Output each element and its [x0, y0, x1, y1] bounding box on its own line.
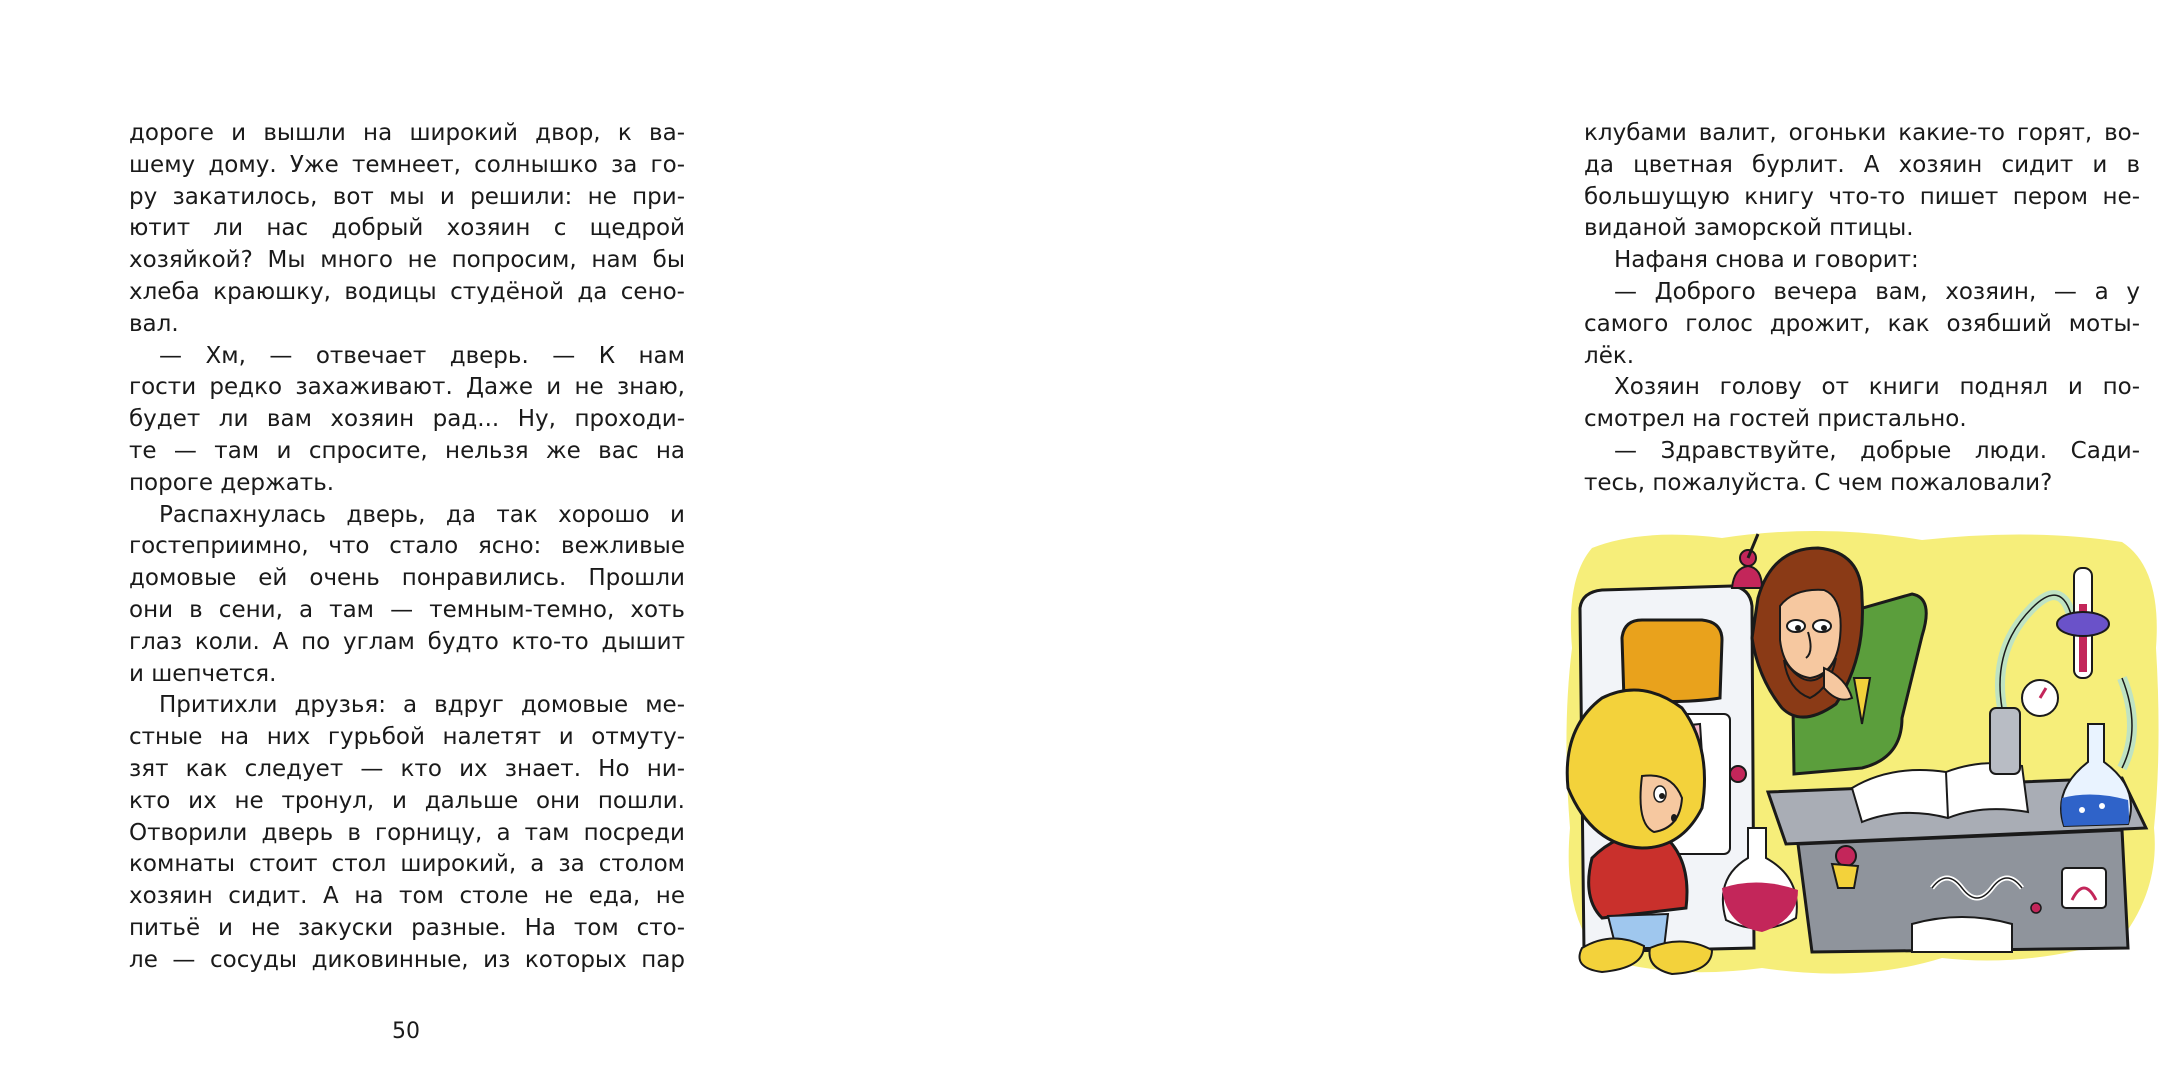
text-line: ру закатилось, вот мы и решили: не при-: [129, 183, 685, 210]
page-number: 50: [392, 1019, 420, 1044]
text-line: хлеба краюшку, водицы студёной да сено-: [129, 278, 685, 305]
text-line: домовые ей очень понравились. Прошли: [129, 565, 685, 592]
left-page-text: [129, 118, 685, 977]
text-line: глаз коли. А по углам будто кто-то дышит: [129, 628, 685, 655]
text-line: — Доброго вечера вам, хозяин, — а у: [1614, 278, 2140, 305]
text-line: — Здравствуйте, добрые люди. Сади-: [1614, 437, 2140, 464]
text-line: Нафаня снова и говорит:: [1614, 247, 1919, 274]
text-line: Отворили дверь в горницу, а там посреди: [129, 819, 685, 846]
text-line: ютит ли нас добрый хозяин с щедрой: [129, 215, 685, 242]
text-line: они в сени, а там — темным-темно, хоть: [129, 596, 685, 623]
text-line: хозяин сидит. А на том столе не еда, не: [129, 883, 685, 910]
text-line: виданой заморской птицы.: [1584, 215, 1914, 242]
text-line: Распахнулась дверь, да так хорошо и: [159, 501, 685, 528]
right-page: [756, 0, 2140, 1075]
text-line: да цветная бурлит. А хозяин сидит и в: [1584, 151, 2140, 178]
text-line: лёк.: [1584, 342, 1635, 369]
text-line: тесь, пожалуйста. С чем пожаловали?: [1584, 469, 2053, 496]
text-line: хозяйкой? Мы много не попросим, нам бы: [129, 247, 685, 274]
text-line: ле — сосуды диковинные, из которых пар: [129, 946, 685, 973]
text-line: будет ли вам хозяин рад... Ну, проходи-: [129, 406, 685, 433]
text-line: и шепчется.: [129, 660, 277, 687]
text-line: те — там и спросите, нельзя же вас на: [129, 437, 685, 464]
text-line: Хозяин голову от книги поднял и по-: [1614, 374, 2140, 401]
text-line: дороге и вышли на широкий двор, к ва-: [129, 120, 685, 146]
text-line: зят как следует — кто их знает. Но ни-: [129, 755, 685, 782]
right-page-text: [1584, 118, 2140, 500]
text-line: гостеприимно, что стало ясно: вежливые: [129, 533, 685, 560]
text-line: комнаты стоит стол широкий, а за столом: [129, 851, 685, 878]
text-line: большущую книгу что-то пишет пером не-: [1584, 183, 2140, 210]
text-line: пороге держать.: [129, 469, 335, 496]
text-line: питьё и не закуски разные. На том сто-: [129, 914, 685, 941]
text-line: самого голос дрожит, как озябший моты-: [1584, 310, 2140, 337]
left-page: [0, 0, 756, 1075]
text-line: — Хм, — отвечает дверь. — К нам: [159, 342, 685, 369]
text-line: вал.: [129, 310, 179, 337]
text-line: смотрел на гостей пристально.: [1584, 406, 1967, 433]
illustration-laboratory: [1562, 528, 2162, 998]
text-line: гости редко захаживают. Даже и не знаю,: [129, 374, 685, 401]
text-line: кто их не тронул, и дальше они пошли.: [129, 787, 685, 814]
text-line: шему дому. Уже темнеет, солнышко за го-: [129, 151, 685, 178]
text-line: Притихли друзья: а вдруг домовые ме-: [159, 692, 685, 719]
text-line: стные на них гурьбой налетят и отмуту-: [129, 724, 685, 751]
text-line: клубами валит, огоньки какие-то горят, во-: [1584, 120, 2140, 146]
